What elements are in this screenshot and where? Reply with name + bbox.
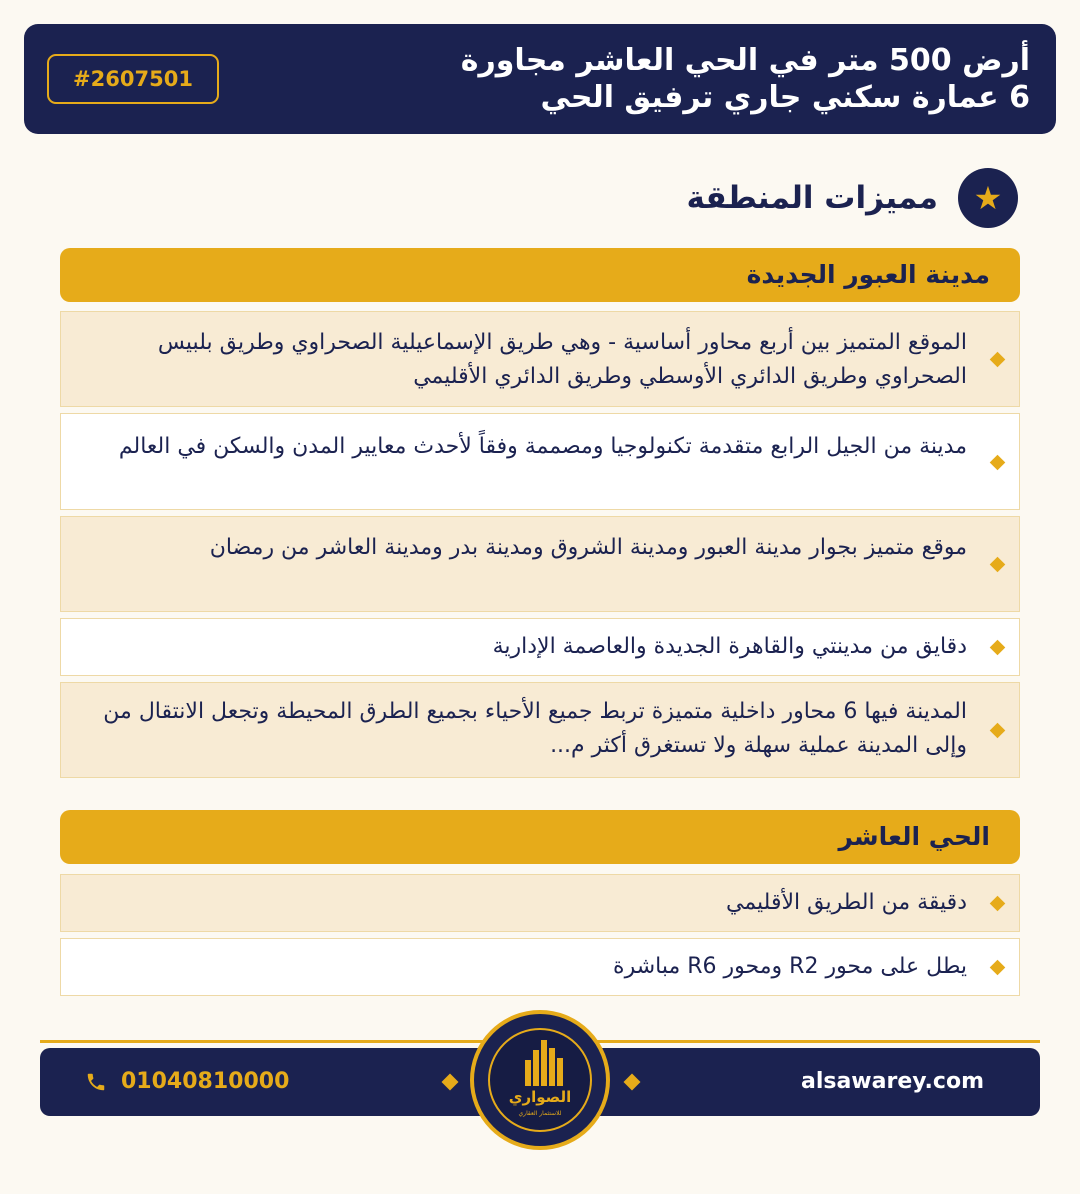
list-item bbox=[60, 682, 1020, 778]
list-item bbox=[60, 874, 1020, 932]
diamond-icon bbox=[442, 1074, 459, 1091]
list-item bbox=[60, 311, 1020, 407]
star-icon: ★ bbox=[958, 168, 1018, 228]
group-title: الحي العاشر bbox=[838, 822, 990, 851]
list-item-text: موقع متميز بجوار مدينة العبور ومدينة الشروق ومدينة بدر ومدينة العاشر من رمضان bbox=[209, 535, 967, 560]
diamond-bullet-icon bbox=[990, 455, 1006, 471]
group-header-obour bbox=[60, 248, 1020, 302]
list-item bbox=[60, 516, 1020, 612]
buildings-icon bbox=[490, 1030, 594, 1090]
list-item-text: يطل على محور R2 ومحور R6 مباشرة bbox=[613, 954, 967, 979]
listing-title-line2: 6 عمارة سكني جاري ترفيق الحي bbox=[540, 80, 1030, 115]
diamond-bullet-icon bbox=[990, 557, 1006, 573]
diamond-icon bbox=[624, 1074, 641, 1091]
diamond-bullet-icon bbox=[990, 723, 1006, 739]
list-item-text: مدينة من الجيل الرابع متقدمة تكنولوجيا ومصممة وفقاً لأحدث معايير المدن والسكن في العالم bbox=[118, 434, 967, 459]
listing-title-line1: أرض 500 متر في الحي العاشر مجاورة bbox=[460, 43, 1030, 78]
diamond-bullet-icon bbox=[990, 960, 1006, 976]
reference-number-badge: #2607501 bbox=[47, 54, 219, 104]
logo-name: الصواري bbox=[508, 1088, 572, 1106]
list-item-text: المدينة فيها 6 محاور داخلية متميزة تربط جميع الأحياء بجميع الطرق المحيطة وتجعل الانتقال من وإلى المدينة عملية سهلة ولا تستغرق أكثر م... bbox=[103, 699, 967, 758]
list-item-text: دقيقة من الطريق الأقليمي bbox=[725, 890, 967, 915]
header-banner bbox=[24, 24, 1056, 134]
phone-contact[interactable] bbox=[85, 1048, 289, 1116]
diamond-bullet-icon bbox=[990, 896, 1006, 912]
listing-title bbox=[330, 42, 1030, 116]
phone-icon bbox=[85, 1071, 107, 1093]
group-header-district-10 bbox=[60, 810, 1020, 864]
list-item-text: الموقع المتميز بين أربع محاور أساسية - وهي طريق الإسماعيلية الصحراوي وطريق بلبيس الصحراوي وطريق الدائري الأوسطي وطريق الدائري الأقليمي bbox=[157, 330, 967, 389]
company-logo bbox=[470, 1010, 610, 1150]
phone-number: 01040810000 bbox=[121, 1069, 290, 1094]
website-link[interactable]: alsawarey.com bbox=[800, 1069, 984, 1094]
list-item bbox=[60, 618, 1020, 676]
group-title: مدينة العبور الجديدة bbox=[746, 260, 990, 289]
diamond-bullet-icon bbox=[990, 352, 1006, 368]
section-heading bbox=[687, 168, 1019, 228]
list-item bbox=[60, 938, 1020, 996]
list-item bbox=[60, 413, 1020, 510]
logo-tagline: للاستثمار العقاري bbox=[518, 1110, 562, 1117]
section-title: مميزات المنطقة bbox=[686, 180, 938, 216]
list-item-text: دقايق من مدينتي والقاهرة الجديدة والعاصمة الإدارية bbox=[492, 634, 967, 659]
diamond-bullet-icon bbox=[990, 640, 1006, 656]
logo-emblem bbox=[488, 1028, 592, 1132]
